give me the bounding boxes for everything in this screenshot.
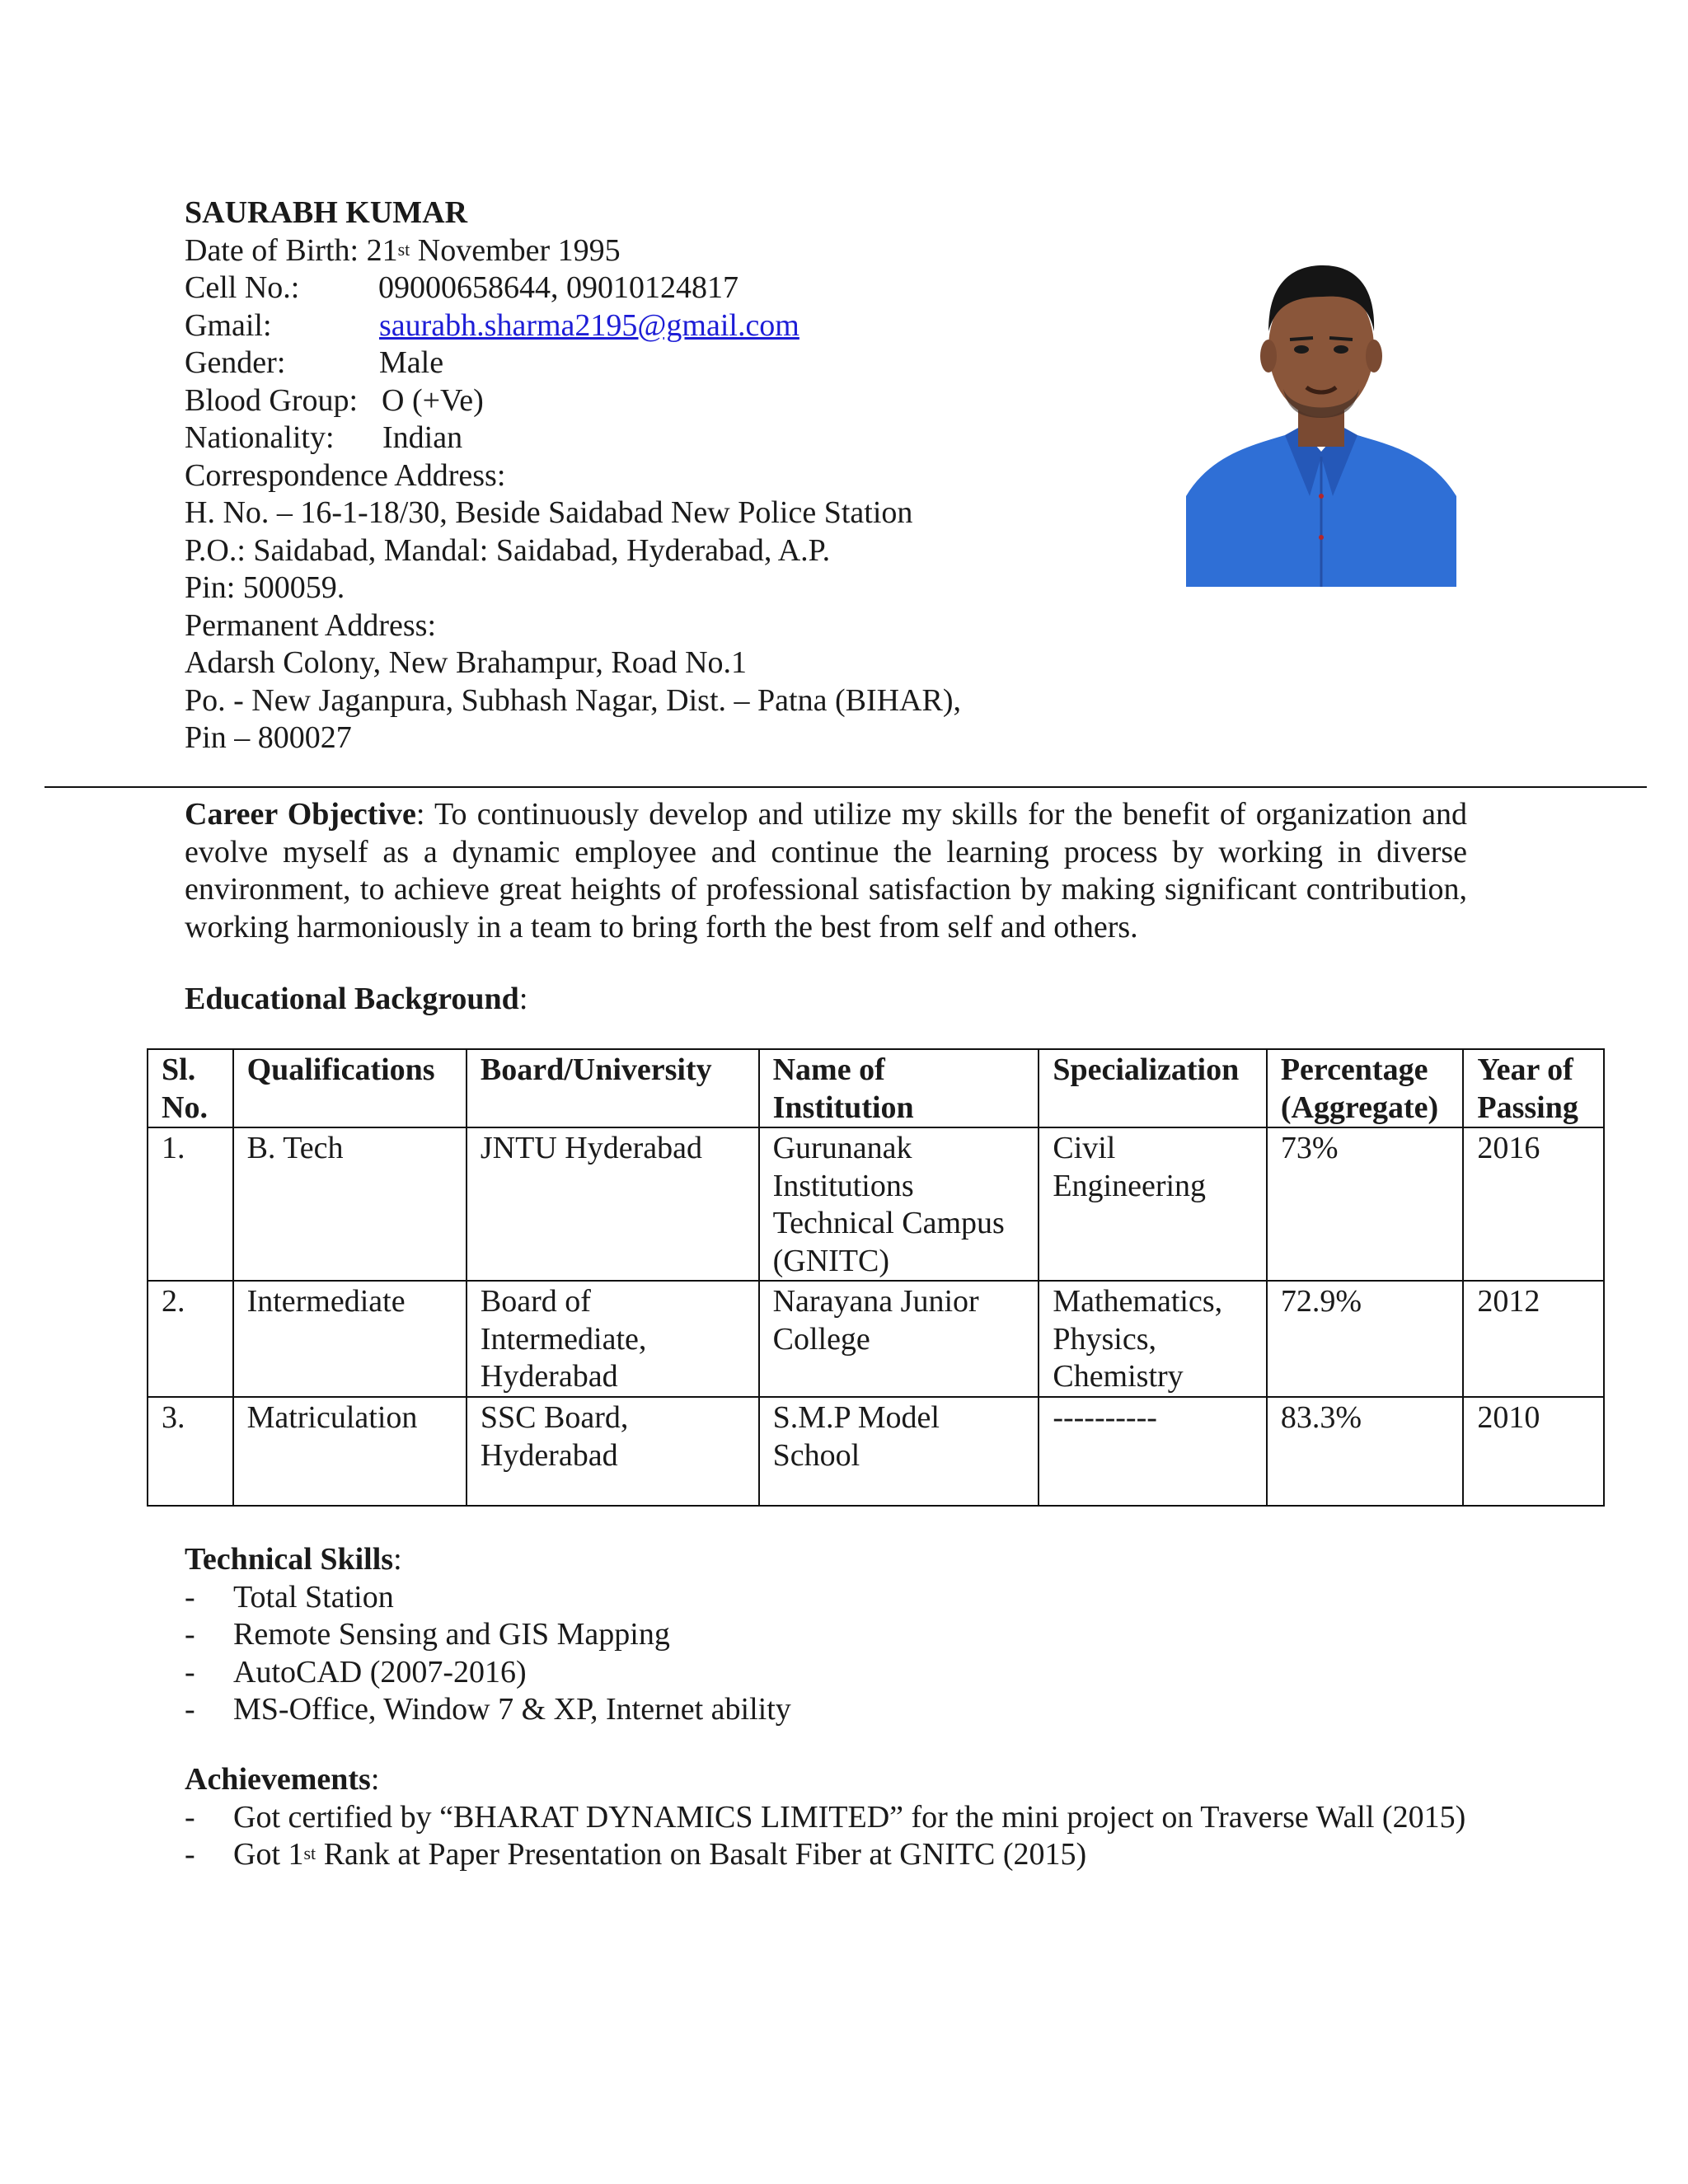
table-cell: SSC Board, Hyderabad: [467, 1397, 759, 1506]
column-header: Name of Institution: [759, 1049, 1039, 1127]
table-cell: Gurunanak Institutions Technical Campus (GNITC): [759, 1127, 1039, 1281]
achievements-heading: Achievements:: [185, 1762, 380, 1797]
table-cell: Mathematics, Physics, Chemistry: [1039, 1281, 1266, 1397]
list-item: - MS-Office, Window 7 & XP, Internet ability: [185, 1692, 791, 1727]
table-row: [148, 1397, 1604, 1506]
table-cell: ----------: [1039, 1397, 1266, 1506]
table-cell: JNTU Hyderabad: [467, 1127, 759, 1281]
profile-photo: [1186, 249, 1456, 587]
personal-details: [185, 194, 1009, 757]
table-cell: 2016: [1463, 1127, 1604, 1281]
dob-line: Date of Birth: 21st November 1995: [185, 232, 621, 268]
column-header: Sl. No.: [148, 1049, 233, 1127]
education-heading: Educational Background:: [185, 982, 528, 1016]
nationality-line: Nationality: Indian: [185, 420, 463, 455]
gender-line: Gender: Male: [185, 345, 444, 380]
list-item: - Total Station: [185, 1579, 394, 1615]
career-objective-label: Career Objective: [185, 797, 416, 832]
column-header: Qualifications: [233, 1049, 467, 1127]
career-objective-text: : To continuously develop and utilize my skills for the benefit of organization and evolve myself as a dynamic employee and continue the learning process by working in diverse environment, to achieve great heights of professional satisfaction by making significant contribution, working harmoniously in a team to bring forth the best from self and others.: [185, 797, 1467, 944]
table-row: [148, 1127, 1604, 1281]
list-item: - Remote Sensing and GIS Mapping: [185, 1617, 670, 1652]
table-cell: Civil Engineering: [1039, 1127, 1266, 1281]
table-cell: 1.: [148, 1127, 233, 1281]
correspondence-address-line: H. No. – 16-1-18/30, Beside Saidabad New Police Station: [185, 495, 913, 530]
table-cell: 2012: [1463, 1281, 1604, 1397]
section-divider: [45, 786, 1647, 788]
column-header: Board/University: [467, 1049, 759, 1127]
permanent-address-line: Pin – 800027: [185, 720, 352, 755]
table-cell: 3.: [148, 1397, 233, 1506]
candidate-name: SAURABH KUMAR: [185, 195, 468, 230]
table-cell: Board of Intermediate, Hyderabad: [467, 1281, 759, 1397]
table-cell: Matriculation: [233, 1397, 467, 1506]
skills-list: [185, 1579, 1470, 1729]
column-header: Year of Passing: [1463, 1049, 1604, 1127]
technical-skills-section: [185, 1541, 1470, 1729]
blood-group-line: Blood Group: O (+Ve): [185, 382, 484, 418]
table-cell: 73%: [1267, 1127, 1464, 1281]
table-cell: 83.3%: [1267, 1397, 1464, 1506]
table-cell: 2.: [148, 1281, 233, 1397]
correspondence-address-line: P.O.: Saidabad, Mandal: Saidabad, Hyderabad, A.P.: [185, 532, 831, 568]
achievements-list: [185, 1799, 1470, 1874]
technical-skills-heading: Technical Skills:: [185, 1542, 402, 1577]
table-cell: S.M.P Model School: [759, 1397, 1039, 1506]
column-header: Specialization: [1039, 1049, 1266, 1127]
list-item: - AutoCAD (2007-2016): [185, 1654, 527, 1690]
career-objective: [185, 796, 1467, 946]
column-header: Percentage (Aggregate): [1267, 1049, 1464, 1127]
table-cell: Intermediate: [233, 1281, 467, 1397]
cell-value: 09000658644, 09010124817: [378, 270, 738, 305]
table-header-row: [148, 1049, 1604, 1127]
email-link[interactable]: saurabh.sharma2195@gmail.com: [379, 307, 799, 343]
table-cell: 72.9%: [1267, 1281, 1464, 1397]
table-row: [148, 1281, 1604, 1397]
table-cell: B. Tech: [233, 1127, 467, 1281]
list-item: - Got 1st Rank at Paper Presentation on Basalt Fiber at GNITC (2015): [185, 1837, 1087, 1872]
table-cell: Narayana Junior College: [759, 1281, 1039, 1397]
cell-line: Cell No.: 09000658644, 09010124817: [185, 270, 738, 305]
achievements-section: [185, 1761, 1470, 1874]
education-table: [147, 1048, 1605, 1507]
correspondence-address-label: Correspondence Address:: [185, 457, 506, 493]
correspondence-address-line: Pin: 500059.: [185, 570, 345, 605]
table-cell: 2010: [1463, 1397, 1604, 1506]
permanent-address-label: Permanent Address:: [185, 607, 437, 643]
permanent-address-line: Po. - New Jaganpura, Subhash Nagar, Dist. – Patna (BIHAR),: [185, 682, 961, 718]
list-item: - Got certified by “BHARAT DYNAMICS LIMITED” for the mini project on Traverse Wall (2015): [185, 1799, 1466, 1835]
permanent-address-line: Adarsh Colony, New Brahampur, Road No.1: [185, 645, 748, 680]
gmail-line: Gmail: saurabh.sharma2195@gmail.com: [185, 307, 799, 343]
